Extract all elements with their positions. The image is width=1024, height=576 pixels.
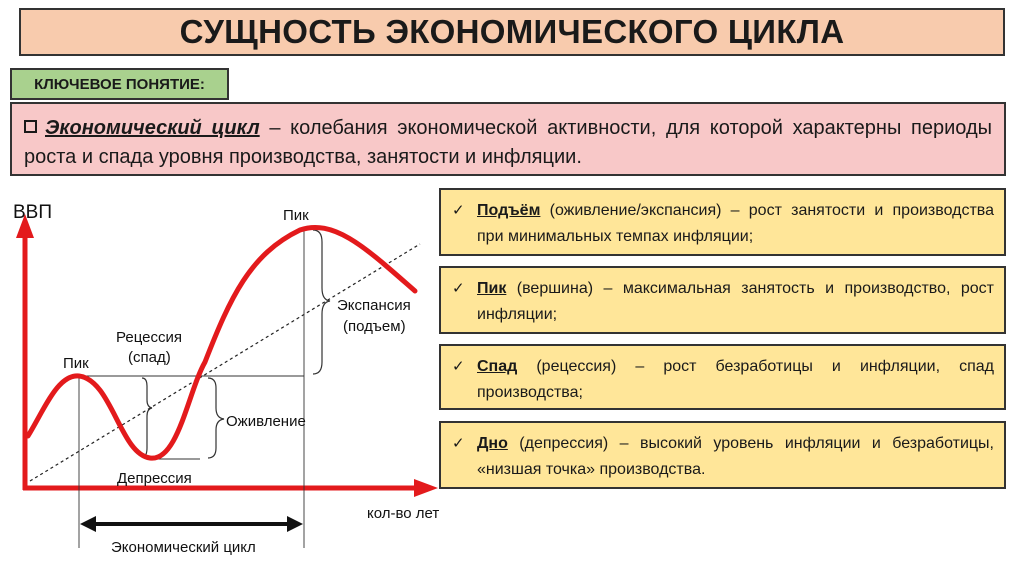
phase-card-bottom — [439, 421, 1006, 489]
revival-label: Оживление — [226, 413, 306, 430]
cycle-label: Экономический цикл — [111, 539, 256, 556]
expansion-sub-label: (подъем) — [343, 318, 406, 335]
cycle-curve — [28, 227, 415, 458]
definition-text: – колебания экономической активности, для которой характерны периоды роста и спада уровня производства, занятости и инфляции. — [24, 117, 993, 168]
recession-label: Рецессия — [116, 329, 182, 346]
square-bullet-icon — [24, 120, 37, 133]
x-axis-label: кол-во лет — [367, 505, 440, 522]
checkmark-icon: ✓ — [452, 280, 465, 297]
title-banner — [19, 8, 1005, 56]
definition-box — [10, 102, 1006, 176]
peak1-label: Пик — [63, 355, 89, 372]
phase-term: Подъём — [477, 202, 541, 219]
phase-term: Пик — [477, 280, 507, 297]
phase-card-decline — [439, 344, 1006, 410]
phase-text: (депрессия) – высокий уровень инфляции и безработицы, «низшая точка» производства. — [477, 435, 994, 478]
depression-label: Депрессия — [117, 470, 192, 487]
phase-text: (рецессия) – рост безработицы и инфляции, спад производства; — [477, 358, 994, 401]
page-title: СУЩНОСТЬ ЭКОНОМИЧЕСКОГО ЦИКЛА — [179, 13, 845, 50]
checkmark-icon: ✓ — [452, 358, 465, 375]
checkmark-icon: ✓ — [452, 435, 465, 452]
cycle-arrow-left-icon — [80, 516, 96, 532]
phase-text: (оживление/экспансия) – рост занятости и производства при минимальных темпах инфляции; — [477, 202, 994, 245]
cycle-arrow-right-icon — [287, 516, 303, 532]
business-cycle-diagram — [0, 186, 440, 576]
phase-term: Спад — [477, 358, 518, 375]
phase-term: Дно — [477, 435, 508, 452]
expansion-label: Экспансия — [337, 297, 411, 314]
definition-term: Экономический цикл — [45, 117, 260, 139]
phase-card-rise — [439, 188, 1006, 256]
peak2-label: Пик — [283, 207, 309, 224]
phase-card-peak — [439, 266, 1006, 334]
recession-brace — [142, 378, 152, 457]
revival-brace — [208, 378, 224, 458]
checkmark-icon: ✓ — [452, 202, 465, 219]
recession-sub-label: (спад) — [128, 349, 171, 366]
x-axis-arrow-icon — [414, 479, 438, 497]
expansion-brace — [313, 230, 330, 374]
phase-text: (вершина) – максимальная занятость и производство, рост инфляции; — [477, 280, 994, 323]
key-concept-label: КЛЮЧЕВОЕ ПОНЯТИЕ: — [10, 68, 229, 100]
y-axis-label: ВВП — [13, 202, 53, 223]
